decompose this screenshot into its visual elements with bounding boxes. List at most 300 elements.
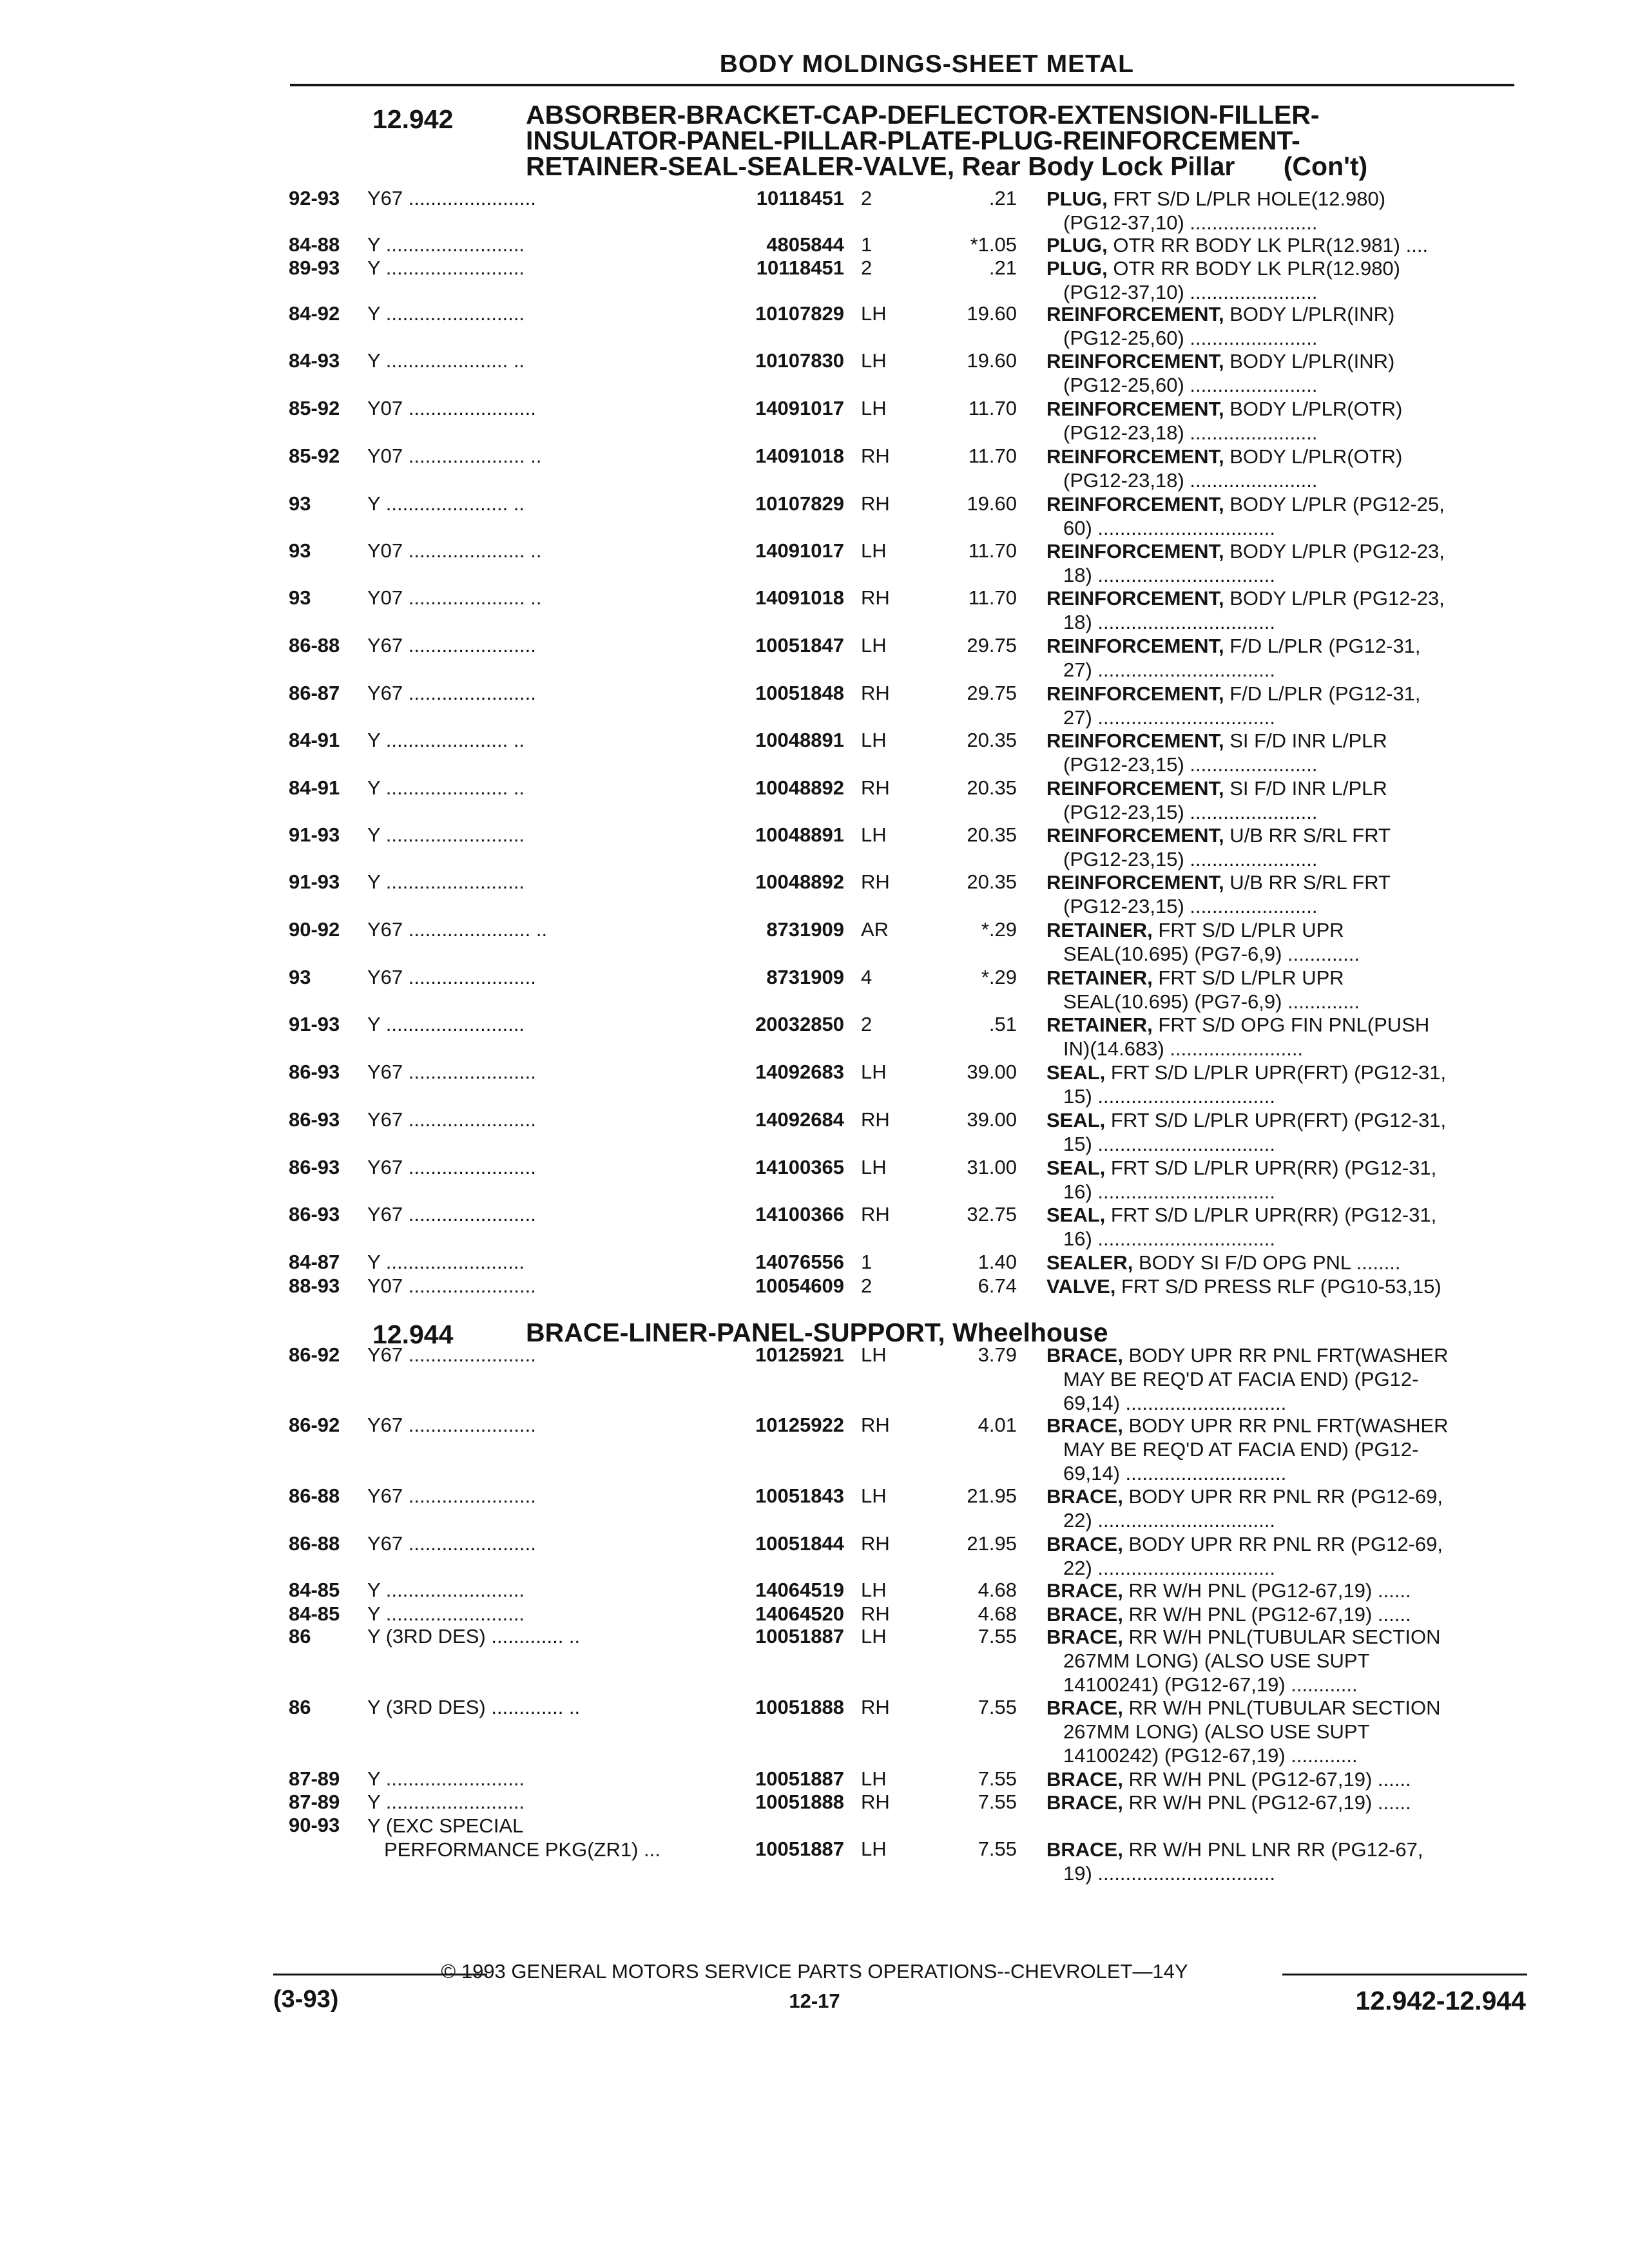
row-price: 3.79: [978, 1343, 1017, 1366]
row-years: 93: [289, 966, 311, 988]
row-part-number: 14092683: [755, 1061, 844, 1083]
row-description-line: IN)(14.683) ........................: [1063, 1037, 1304, 1060]
row-description-line: 22) ................................: [1063, 1557, 1276, 1579]
row-description: [1046, 1414, 1523, 1485]
row-description-text: OTR RR BODY LK PLR(12.980): [1113, 257, 1400, 280]
row-price: 7.55: [978, 1767, 1017, 1790]
row-qty: 4: [861, 966, 872, 988]
row-price: 11.70: [968, 397, 1017, 419]
row-part-number: 10051848: [755, 682, 844, 704]
row-part-name: SEAL,: [1046, 1204, 1106, 1226]
row-part-name: RETAINER,: [1046, 919, 1153, 941]
row-part-number: 14100365: [755, 1156, 844, 1178]
section-number: 12.942: [372, 104, 454, 134]
row-price: 11.70: [968, 539, 1017, 562]
row-description: [1046, 302, 1523, 350]
row-description-line: [1046, 1013, 1523, 1037]
section-title-line: INSULATOR-PANEL-PILLAR-PLATE-PLUG-REINFORCEMENT-: [526, 126, 1300, 155]
row-description: [1046, 1767, 1523, 1791]
row-description-line: [1046, 1274, 1523, 1298]
row-part-name: REINFORCEMENT,: [1046, 587, 1224, 610]
row-part-name: REINFORCEMENT,: [1046, 729, 1224, 752]
row-years: 86: [289, 1696, 311, 1718]
row-description-line: [1046, 729, 1523, 753]
row-part-number: 10051888: [755, 1791, 844, 1813]
row-part-number: 20032850: [755, 1013, 844, 1035]
row-model: Y67 ...................... ..: [367, 918, 548, 941]
row-qty: LH: [861, 1625, 887, 1648]
row-years: 87-89: [289, 1791, 340, 1813]
row-part-name: SEAL,: [1046, 1061, 1106, 1084]
row-description-text: BODY L/PLR (PG12-23,: [1229, 540, 1445, 562]
row-description-line: 69,14) .............................: [1063, 1392, 1287, 1414]
row-part-number: 14092684: [755, 1108, 844, 1131]
row-model: Y .........................: [367, 1602, 525, 1625]
row-description: [1046, 492, 1523, 540]
row-description: [1046, 233, 1523, 257]
row-description-line: [1046, 1767, 1523, 1791]
row-description-line: [1046, 1791, 1523, 1814]
row-part-number: 14064519: [755, 1579, 844, 1601]
row-description-line: [1046, 1532, 1523, 1556]
row-description-line: [1046, 1579, 1523, 1602]
row-description-line: [1046, 349, 1523, 373]
row-price: *.29: [981, 966, 1017, 988]
row-model: [367, 1814, 715, 1861]
row-qty: LH: [861, 302, 887, 325]
row-description-line: [1046, 1251, 1523, 1274]
row-model: Y .........................: [367, 256, 525, 279]
row-part-number: 14091018: [755, 586, 844, 609]
row-model: Y .........................: [367, 233, 525, 256]
row-qty: RH: [861, 1602, 890, 1625]
row-description: [1046, 1108, 1523, 1156]
row-description-line: [1046, 1343, 1523, 1367]
row-qty: LH: [861, 1485, 887, 1507]
row-price: 20.35: [967, 870, 1017, 893]
row-price: 20.35: [967, 729, 1017, 751]
row-model: Y67 .......................: [367, 1203, 536, 1225]
row-description: [1046, 918, 1523, 966]
row-model: Y (3RD DES) ............. ..: [367, 1625, 581, 1648]
row-description-line: (PG12-23,18) .......................: [1063, 469, 1318, 492]
row-description-text: FRT S/D L/PLR UPR(RR) (PG12-31,: [1110, 1204, 1437, 1226]
row-model: Y07 .......................: [367, 1274, 536, 1297]
row-description: [1046, 1485, 1523, 1532]
row-qty: RH: [861, 1696, 890, 1718]
row-description-line: [1046, 776, 1523, 800]
row-description-line: [1046, 1838, 1523, 1861]
row-description-line: [1046, 1625, 1523, 1649]
row-qty: RH: [861, 445, 890, 467]
row-model: Y ...................... ..: [367, 776, 525, 799]
row-model-line: Y (EXC SPECIAL: [367, 1814, 524, 1837]
row-years: 84-88: [289, 233, 340, 256]
row-description-text: RR W/H PNL (PG12-67,19) ......: [1128, 1579, 1411, 1602]
row-part-name: BRACE,: [1046, 1579, 1123, 1602]
row-model: Y .........................: [367, 1013, 525, 1035]
row-part-name: SEALER,: [1046, 1251, 1133, 1274]
row-qty: 2: [861, 187, 872, 209]
row-part-number: 10054609: [755, 1274, 844, 1297]
row-model: Y67 .......................: [367, 1156, 536, 1178]
row-description: [1046, 634, 1523, 682]
row-part-name: REINFORCEMENT,: [1046, 635, 1224, 657]
row-description-text: BODY SI F/D OPG PNL ........: [1138, 1251, 1401, 1274]
row-part-name: BRACE,: [1046, 1603, 1123, 1626]
row-description-line: (PG12-23,15) .......................: [1063, 895, 1318, 918]
row-price: 39.00: [967, 1108, 1017, 1131]
row-description-line: 14100242) (PG12-67,19) ............: [1063, 1744, 1358, 1767]
row-price: 7.55: [978, 1696, 1017, 1718]
row-description: [1046, 256, 1523, 304]
row-years: 92-93: [289, 187, 340, 209]
row-years: 86-93: [289, 1203, 340, 1225]
row-description-line: [1046, 1061, 1523, 1084]
page-number: 12-17: [789, 1990, 840, 2012]
row-description-text: FRT S/D L/PLR UPR: [1158, 966, 1344, 989]
row-description-text: U/B RR S/RL FRT: [1229, 824, 1391, 847]
row-part-number: 10051847: [755, 634, 844, 657]
row-description-line: 69,14) .............................: [1063, 1462, 1287, 1485]
row-description-line: (PG12-23,15) .......................: [1063, 753, 1318, 776]
row-price: .21: [988, 187, 1017, 209]
row-description-line: [1046, 492, 1523, 516]
row-years: 93: [289, 539, 311, 562]
row-description-text: OTR RR BODY LK PLR(12.981) ....: [1113, 234, 1429, 256]
row-model: Y .........................: [367, 823, 525, 846]
row-description: [1046, 682, 1523, 729]
row-price: 39.00: [967, 1061, 1017, 1083]
row-description-line: 15) ................................: [1063, 1133, 1276, 1155]
row-price: 6.74: [978, 1274, 1017, 1297]
row-part-number: 10118451: [756, 256, 844, 279]
row-description-text: RR W/H PNL(TUBULAR SECTION: [1128, 1696, 1441, 1719]
row-model: Y ...................... ..: [367, 492, 525, 515]
row-description: [1046, 1791, 1523, 1814]
row-model: Y67 .......................: [367, 682, 536, 704]
row-description-line: [1046, 397, 1523, 421]
row-part-name: BRACE,: [1046, 1533, 1123, 1555]
row-qty: 2: [861, 1013, 872, 1035]
page-header: [290, 50, 1514, 86]
row-part-number: 10118451: [756, 187, 844, 209]
row-model: Y67 .......................: [367, 187, 536, 209]
row-description-text: FRT S/D PRESS RLF (PG10-53,15): [1121, 1275, 1441, 1298]
row-years: 85-92: [289, 397, 340, 419]
row-model: Y .........................: [367, 870, 525, 893]
row-part-name: RETAINER,: [1046, 1014, 1153, 1036]
row-years: 86-93: [289, 1156, 340, 1178]
row-part-name: BRACE,: [1046, 1414, 1123, 1437]
row-description-text: BODY L/PLR(INR): [1229, 350, 1395, 372]
row-part-name: PLUG,: [1046, 234, 1108, 256]
row-price: 19.60: [967, 492, 1017, 515]
row-description-text: U/B RR S/RL FRT: [1229, 871, 1391, 894]
row-years: 93: [289, 586, 311, 609]
row-description: [1046, 1602, 1523, 1626]
row-description: [1046, 776, 1523, 824]
row-description: [1046, 1696, 1523, 1767]
row-qty: AR: [861, 918, 889, 941]
row-description-line: [1046, 870, 1523, 894]
row-part-name: BRACE,: [1046, 1696, 1123, 1719]
row-description-line: [1046, 256, 1523, 280]
row-years: 84-91: [289, 729, 340, 751]
row-description-line: [1046, 302, 1523, 326]
row-qty: LH: [861, 729, 887, 751]
row-description-text: BODY L/PLR(OTR): [1229, 398, 1403, 420]
row-price: 7.55: [978, 1791, 1017, 1813]
row-years: 90-92: [289, 918, 340, 941]
row-years: 86-93: [289, 1061, 340, 1083]
row-description-text: BODY L/PLR (PG12-23,: [1229, 587, 1445, 610]
row-part-name: BRACE,: [1046, 1768, 1123, 1791]
row-qty: RH: [861, 776, 890, 799]
row-description: [1046, 870, 1523, 918]
row-part-name: REINFORCEMENT,: [1046, 540, 1224, 562]
row-price: 19.60: [967, 349, 1017, 372]
row-description: [1046, 1251, 1523, 1274]
row-part-name: VALVE,: [1046, 1275, 1116, 1298]
row-description-line: (PG12-25,60) .......................: [1063, 327, 1318, 349]
row-description-text: RR W/H PNL (PG12-67,19) ......: [1128, 1603, 1411, 1626]
row-description-line: [1046, 634, 1523, 658]
row-part-name: REINFORCEMENT,: [1046, 871, 1224, 894]
row-description: [1046, 445, 1523, 492]
row-years: 87-89: [289, 1767, 340, 1790]
row-part-name: REINFORCEMENT,: [1046, 398, 1224, 420]
row-model: Y67 .......................: [367, 1061, 536, 1083]
row-part-number: 14076556: [755, 1251, 844, 1273]
row-description: [1046, 823, 1523, 871]
row-description: [1046, 187, 1523, 235]
row-description-line: [1046, 539, 1523, 563]
row-part-number: 10048891: [755, 823, 844, 846]
row-description-text: FRT S/D L/PLR UPR: [1158, 919, 1344, 941]
row-part-number: 10107830: [755, 349, 844, 372]
row-part-number: 14091017: [755, 397, 844, 419]
row-description: [1046, 1343, 1523, 1415]
row-description-line: (PG12-23,15) .......................: [1063, 801, 1318, 823]
section-title: [526, 102, 1367, 179]
row-qty: RH: [861, 682, 890, 704]
row-part-number: 14100366: [755, 1203, 844, 1225]
row-years: 91-93: [289, 823, 340, 846]
row-description-line: 22) ................................: [1063, 1509, 1276, 1532]
row-description-text: BODY L/PLR (PG12-25,: [1229, 493, 1445, 515]
row-price: 20.35: [967, 823, 1017, 846]
row-model: Y67 .......................: [367, 634, 536, 657]
page-header-title: BODY MOLDINGS-SHEET METAL: [719, 50, 1134, 78]
section-title-bold: RETAINER-SEAL-SEALER-VALVE,: [526, 151, 955, 181]
row-price: 29.75: [967, 682, 1017, 704]
row-description-text: FRT S/D L/PLR UPR(FRT) (PG12-31,: [1110, 1109, 1447, 1131]
row-qty: 2: [861, 1274, 872, 1297]
row-qty: LH: [861, 539, 887, 562]
row-description: [1046, 539, 1523, 587]
row-part-number: 14064520: [755, 1602, 844, 1625]
row-model: Y .........................: [367, 302, 525, 325]
row-price: *1.05: [970, 233, 1017, 256]
row-qty: LH: [861, 1767, 887, 1790]
row-description: [1046, 1579, 1523, 1602]
row-model: Y .........................: [367, 1767, 525, 1790]
row-description-text: BODY UPR RR PNL FRT(WASHER: [1128, 1414, 1449, 1437]
row-price: 4.68: [978, 1602, 1017, 1625]
row-qty: 2: [861, 256, 872, 279]
row-description: [1046, 349, 1523, 397]
row-description: [1046, 397, 1523, 445]
row-part-number: 14091018: [755, 445, 844, 467]
row-description-text: SI F/D INR L/PLR: [1229, 777, 1387, 800]
row-years: 86-92: [289, 1414, 340, 1436]
row-qty: RH: [861, 1414, 890, 1436]
row-years: 84-85: [289, 1602, 340, 1625]
row-qty: RH: [861, 1532, 890, 1555]
row-part-name: PLUG,: [1046, 257, 1108, 280]
row-description-line: [1046, 918, 1523, 942]
footer-date: (3-93): [273, 1986, 339, 2013]
row-description-line: [1046, 586, 1523, 610]
row-price: *.29: [981, 918, 1017, 941]
row-price: 20.35: [967, 776, 1017, 799]
row-part-name: REINFORCEMENT,: [1046, 350, 1224, 372]
row-years: 91-93: [289, 1013, 340, 1035]
row-price: 21.95: [967, 1532, 1017, 1555]
row-qty: LH: [861, 1579, 887, 1601]
row-part-name: REINFORCEMENT,: [1046, 445, 1224, 468]
row-model: Y67 .......................: [367, 966, 536, 988]
row-model: Y67 .......................: [367, 1108, 536, 1131]
row-model: Y67 .......................: [367, 1485, 536, 1507]
row-part-name: SEAL,: [1046, 1109, 1106, 1131]
row-qty: RH: [861, 1108, 890, 1131]
page-range: 12.942-12.944: [1355, 1986, 1526, 2015]
row-years: 86-92: [289, 1343, 340, 1366]
row-price: 29.75: [967, 634, 1017, 657]
row-description-line: 16) ................................: [1063, 1180, 1276, 1203]
row-description-text: SI F/D INR L/PLR: [1229, 729, 1387, 752]
row-part-name: BRACE,: [1046, 1791, 1123, 1814]
row-model: Y67 .......................: [367, 1414, 536, 1436]
row-part-name: PLUG,: [1046, 187, 1108, 210]
row-price: 21.95: [967, 1485, 1017, 1507]
row-description-line: 16) ................................: [1063, 1227, 1276, 1250]
row-price: 19.60: [967, 302, 1017, 325]
row-description-text: FRT S/D OPG FIN PNL(PUSH: [1158, 1014, 1430, 1036]
row-part-name: REINFORCEMENT,: [1046, 824, 1224, 847]
section-title: [526, 1320, 1108, 1345]
row-description-line: SEAL(10.695) (PG7-6,9) .............: [1063, 943, 1360, 965]
row-part-name: RETAINER,: [1046, 966, 1153, 989]
row-description-line: (PG12-37,10) .......................: [1063, 211, 1318, 234]
row-part-number: 4805844: [766, 233, 844, 256]
row-description-text: F/D L/PLR (PG12-31,: [1229, 682, 1421, 705]
row-years: 86: [289, 1625, 311, 1648]
row-years: 86-88: [289, 1532, 340, 1555]
row-description-text: RR W/H PNL(TUBULAR SECTION: [1128, 1626, 1441, 1648]
row-description: [1046, 1625, 1523, 1696]
row-description-text: F/D L/PLR (PG12-31,: [1229, 635, 1421, 657]
row-price: 4.01: [978, 1414, 1017, 1436]
row-description-line: [1046, 1696, 1523, 1720]
row-price: 11.70: [968, 445, 1017, 467]
row-qty: LH: [861, 349, 887, 372]
row-part-number: 10048892: [755, 776, 844, 799]
row-model-line: PERFORMANCE PKG(ZR1) ...: [384, 1838, 660, 1861]
row-model: Y07 .......................: [367, 397, 536, 419]
row-description-line: [1046, 1203, 1523, 1227]
section-title-bold: BRACE-LINER-PANEL-SUPPORT,: [526, 1318, 945, 1347]
row-description-line: [1046, 1156, 1523, 1180]
row-qty: RH: [861, 586, 890, 609]
row-qty: LH: [861, 823, 887, 846]
row-description-line: 267MM LONG) (ALSO USE SUPT: [1063, 1649, 1370, 1672]
row-description: [1046, 1838, 1523, 1885]
row-description: [1046, 1156, 1523, 1204]
row-model: Y .........................: [367, 1579, 525, 1601]
row-part-number: 10125921: [755, 1343, 844, 1366]
row-description-text: BODY L/PLR(OTR): [1229, 445, 1403, 468]
row-part-name: BRACE,: [1046, 1485, 1123, 1508]
row-years: 89-93: [289, 256, 340, 279]
row-description-line: 267MM LONG) (ALSO USE SUPT: [1063, 1720, 1370, 1743]
row-part-name: REINFORCEMENT,: [1046, 682, 1224, 705]
row-description-line: [1046, 187, 1523, 211]
row-price: .51: [988, 1013, 1017, 1035]
row-years: 86-88: [289, 1485, 340, 1507]
row-description-line: (PG12-25,60) .......................: [1063, 374, 1318, 396]
row-part-name: SEAL,: [1046, 1157, 1106, 1179]
row-price: .21: [988, 256, 1017, 279]
row-part-number: 8731909: [766, 966, 844, 988]
row-part-number: 10051887: [755, 1838, 844, 1860]
row-years: 85-92: [289, 445, 340, 467]
row-description-text: RR W/H PNL LNR RR (PG12-67,: [1128, 1838, 1423, 1861]
row-qty: LH: [861, 1838, 887, 1860]
row-qty: LH: [861, 397, 887, 419]
row-years: 86-88: [289, 634, 340, 657]
row-description-text: FRT S/D L/PLR UPR(RR) (PG12-31,: [1110, 1157, 1437, 1179]
row-model: Y ...................... ..: [367, 729, 525, 751]
row-years: 86-87: [289, 682, 340, 704]
row-model: Y (3RD DES) ............. ..: [367, 1696, 581, 1718]
row-description-line: 18) ................................: [1063, 564, 1276, 586]
section-title-line: ABSORBER-BRACKET-CAP-DEFLECTOR-EXTENSION-FILLER-: [526, 100, 1320, 130]
row-description: [1046, 966, 1523, 1014]
row-description-text: RR W/H PNL (PG12-67,19) ......: [1128, 1791, 1411, 1814]
row-price: 32.75: [967, 1203, 1017, 1225]
row-description-line: [1046, 1485, 1523, 1508]
row-qty: 1: [861, 233, 872, 256]
row-description-text: RR W/H PNL (PG12-67,19) ......: [1128, 1768, 1411, 1791]
row-description-line: 27) ................................: [1063, 658, 1276, 681]
row-qty: LH: [861, 1156, 887, 1178]
row-years: 86-93: [289, 1108, 340, 1131]
row-price: 1.40: [978, 1251, 1017, 1273]
row-part-name: BRACE,: [1046, 1344, 1123, 1367]
row-years: 84-92: [289, 302, 340, 325]
row-description-line: MAY BE REQ'D AT FACIA END) (PG12-: [1063, 1368, 1419, 1390]
row-part-number: 10048892: [755, 870, 844, 893]
row-description-line: [1046, 1414, 1523, 1437]
row-qty: LH: [861, 634, 887, 657]
row-description-line: SEAL(10.695) (PG7-6,9) .............: [1063, 990, 1360, 1013]
row-description-text: FRT S/D L/PLR HOLE(12.980): [1113, 187, 1386, 210]
row-description-line: 15) ................................: [1063, 1085, 1276, 1108]
row-qty: RH: [861, 870, 890, 893]
